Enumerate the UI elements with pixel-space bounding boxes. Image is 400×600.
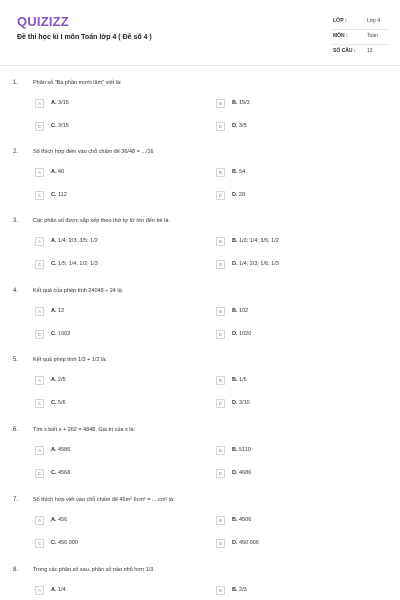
option-text (232, 261, 279, 267)
option-prefix: B. (232, 238, 238, 244)
question-text: Kết quả của phép tính 24048 ÷ 24 là: (33, 288, 124, 294)
option-value: 4686 (239, 470, 252, 476)
option-text (232, 587, 247, 593)
option-letter-box: B (216, 516, 225, 525)
option-letter-box: A (35, 516, 44, 525)
option-prefix: D. (232, 331, 238, 337)
option-letter-box: C (35, 330, 44, 339)
meta-label: SỐ CÂU : (333, 48, 356, 54)
option-value: 15/3 (239, 100, 250, 106)
option-letter-box: D (216, 539, 225, 548)
option-text (51, 238, 98, 244)
option-value: 4568 (58, 470, 71, 476)
option-prefix: B. (232, 169, 238, 175)
option-value: 3/5 (239, 123, 247, 129)
option-prefix: A. (51, 100, 57, 106)
option-letter-box: C (35, 539, 44, 548)
quizizz-logo: QUIZIZZ (17, 14, 69, 29)
option-value: 1020 (239, 331, 252, 337)
option-value: 40 (58, 169, 65, 175)
option-value: 1002 (58, 331, 71, 337)
option-value: 1/5 (239, 377, 247, 383)
option-value: 54 (239, 169, 246, 175)
option-letter-box: C (35, 122, 44, 131)
option-prefix: A. (51, 377, 57, 383)
question-text: Các phân số được sắp xếp theo thứ tự từ lớn đến bé là: (33, 218, 170, 224)
option-text (232, 331, 251, 337)
option-text (232, 447, 251, 453)
option-prefix: D. (232, 261, 238, 267)
option-prefix: A. (51, 587, 57, 593)
option-value: 1/3; 1/4; 3/5; 1/2 (239, 238, 279, 244)
option-prefix: B. (232, 587, 238, 593)
option-prefix: B. (232, 100, 238, 106)
option-letter-box: D (216, 122, 225, 131)
quiz-title: Đề thi học kì I môn Toán lớp 4 ( Đề số 4 ) (17, 34, 152, 41)
option-value: 1/4 (58, 587, 66, 593)
option-letter-box: B (216, 586, 225, 595)
option-text (232, 238, 279, 244)
option-letter-box: B (216, 376, 225, 385)
option-letter-box: A (35, 237, 44, 246)
option-prefix: A. (51, 238, 57, 244)
question-number: 8. (13, 567, 19, 573)
option-text (51, 100, 69, 106)
option-value: 1/4; 2/3; 1/6; 1/3 (239, 261, 279, 267)
question-text: Kết quả phép tính 1/3 + 1/2 là: (33, 357, 107, 363)
option-letter-box: B (216, 237, 225, 246)
option-value: 112 (58, 192, 67, 198)
option-letter-box: C (35, 399, 44, 408)
option-value: 3/15 (58, 123, 69, 129)
option-value: 3/10 (239, 400, 250, 406)
option-letter-box: A (35, 446, 44, 455)
option-letter-box: C (35, 469, 44, 478)
option-letter-box: A (35, 376, 44, 385)
option-value: 12 (58, 308, 65, 314)
option-letter-box: B (216, 168, 225, 177)
option-prefix: B. (232, 447, 238, 453)
option-prefix: B. (232, 308, 238, 314)
option-letter-box: D (216, 330, 225, 339)
option-text (232, 517, 251, 523)
option-prefix: D. (232, 540, 238, 546)
option-prefix: D. (232, 470, 238, 476)
option-letter-box: D (216, 191, 225, 200)
option-value: 5110 (239, 447, 251, 453)
option-value: 2/3 (239, 587, 247, 593)
option-letter-box: B (216, 446, 225, 455)
option-value: 450 006 (239, 540, 259, 546)
option-value: 102 (239, 308, 249, 314)
option-text (51, 169, 64, 175)
option-value: 5/6 (58, 400, 66, 406)
quiz-meta-table (333, 15, 389, 60)
option-text (51, 192, 67, 198)
option-text (51, 447, 70, 453)
option-text (51, 517, 67, 523)
meta-value: 12 (367, 48, 373, 54)
option-value: 4586 (58, 447, 71, 453)
option-text (51, 123, 69, 129)
option-value: 4506 (239, 517, 252, 523)
option-text (232, 540, 259, 546)
option-text (51, 470, 70, 476)
option-letter-box: B (216, 99, 225, 108)
question-number: 7. (13, 497, 19, 503)
option-text (51, 261, 98, 267)
option-text (232, 100, 250, 106)
question-number: 4. (13, 288, 19, 294)
question-text: Trong các phân số sau, phân số nào nhỏ hơn 1/3. (33, 567, 155, 573)
option-prefix: B. (232, 377, 238, 383)
option-text (51, 308, 64, 314)
option-text (232, 470, 251, 476)
option-value: 1/4; 2/3; 3/5; 1/2 (58, 238, 98, 244)
meta-label: LỚP : (333, 18, 347, 24)
option-prefix: C. (51, 470, 57, 476)
option-letter-box: D (216, 469, 225, 478)
question-number: 2. (13, 149, 19, 155)
option-letter-box: B (216, 307, 225, 316)
meta-value: Toán (367, 33, 378, 39)
option-prefix: D. (232, 400, 238, 406)
option-prefix: D. (232, 192, 238, 198)
meta-row-subject (333, 30, 389, 45)
option-text (51, 400, 66, 406)
option-text (51, 540, 78, 546)
option-text (232, 308, 248, 314)
option-letter-box: A (35, 307, 44, 316)
question-text: Số thích hợp viết vào chỗ chấm để 45m² 6cm² = ....cm² là: (33, 497, 175, 503)
option-text (232, 400, 250, 406)
option-prefix: C. (51, 123, 57, 129)
option-prefix: B. (232, 517, 238, 523)
option-text (51, 587, 66, 593)
question-number: 5. (13, 357, 19, 363)
option-prefix: A. (51, 308, 57, 314)
option-letter-box: C (35, 260, 44, 269)
option-prefix: A. (51, 169, 57, 175)
option-value: 3/15 (58, 100, 69, 106)
meta-row-count (333, 45, 389, 60)
option-prefix: A. (51, 517, 57, 523)
option-prefix: C. (51, 400, 57, 406)
question-number: 6. (13, 427, 19, 433)
option-value: 456 000 (58, 540, 78, 546)
meta-label: MÔN : (333, 33, 348, 39)
meta-row-grade (333, 15, 389, 30)
option-prefix: C. (51, 540, 57, 546)
option-prefix: C. (51, 192, 57, 198)
option-letter-box: A (35, 168, 44, 177)
option-prefix: C. (51, 261, 57, 267)
question-text: Số thích hợp điền vào chỗ chấm để 36/48 = .../16 (33, 149, 154, 155)
option-prefix: D. (232, 123, 238, 129)
option-value: 28 (239, 192, 246, 198)
option-letter-box: A (35, 586, 44, 595)
option-value: 1/5; 1/4; 1/2; 1/3 (58, 261, 98, 267)
option-text (232, 123, 247, 129)
option-value: 2/5 (58, 377, 66, 383)
option-letter-box: C (35, 191, 44, 200)
option-text (51, 377, 66, 383)
option-text (232, 169, 245, 175)
question-number: 3. (13, 218, 19, 224)
option-letter-box: D (216, 260, 225, 269)
option-text (51, 331, 70, 337)
question-number: 1. (13, 80, 19, 86)
question-text: Tìm x biết x + 262 = 4848. Giá trị của x là: (33, 427, 136, 433)
meta-value: Lớp 4 (367, 18, 381, 24)
option-prefix: C. (51, 331, 57, 337)
option-letter-box: A (35, 99, 44, 108)
question-text: Phân số "Ba phần mười lăm" viết là: (33, 80, 122, 86)
option-text (232, 192, 245, 198)
option-text (232, 377, 247, 383)
option-value: 456 (58, 517, 68, 523)
option-letter-box: D (216, 399, 225, 408)
option-prefix: A. (51, 447, 57, 453)
quiz-header (0, 0, 400, 66)
